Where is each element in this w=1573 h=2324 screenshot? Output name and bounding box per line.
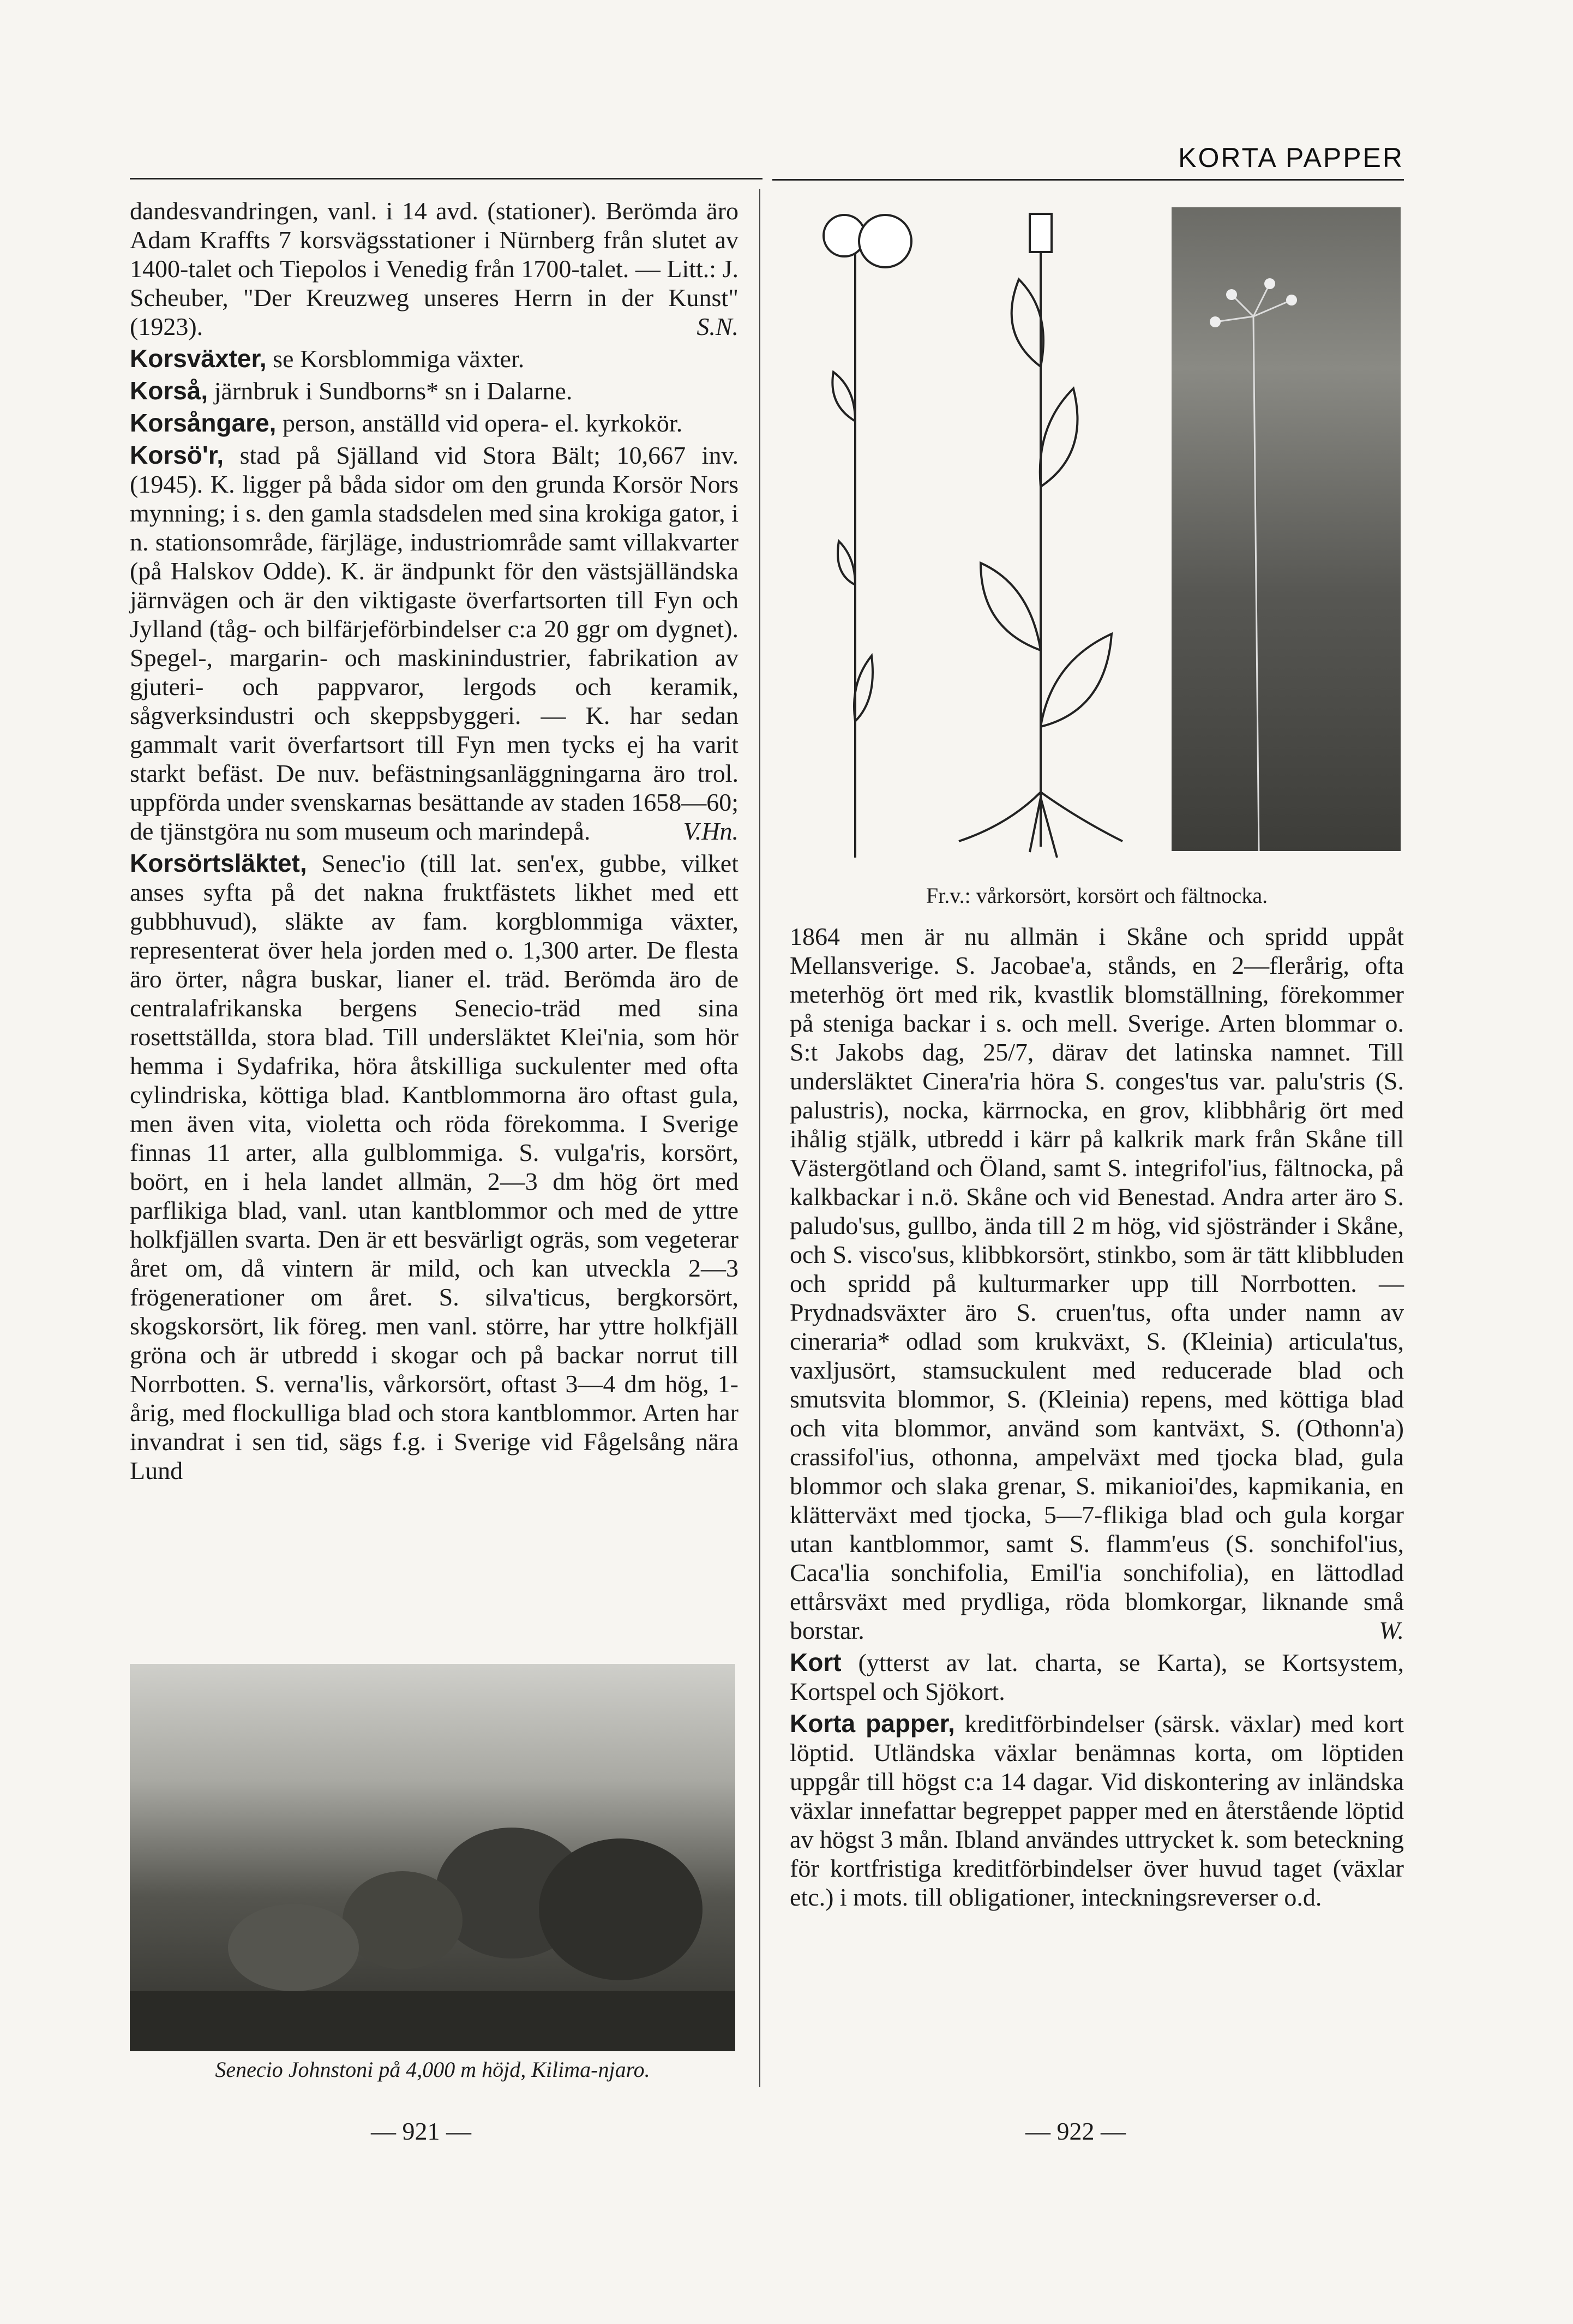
top-rule xyxy=(130,178,763,179)
plants-caption: Fr.v.: vårkorsört, korsört och fältnocka. xyxy=(926,883,1268,908)
column-divider xyxy=(759,189,760,2087)
page-number-right: — 922 — xyxy=(1025,2117,1126,2145)
senecio-photo xyxy=(130,1664,735,2051)
entry-korsvaxter: Korsväxter, se Korsblommiga växter. xyxy=(130,344,525,373)
entry-continuation: 1864 men är nu allmän i Skåne och spridd uppåt Mellansverige. S. Jacobae'a, stånds, en 2—flerårig, ofta meterhög ört med rik, kvastlik blomställning, förekommer på steniga backar i s. och mell. Sverige. Arten blommar o. S:t Jakobs dag, 25/7, därav det latinska namnet. Till undersläktet Cinera'ria höra S. conges'tus var. palu'stris (S. palustris), nocka, kärrnocka, en grov, klibbhårig ört med ihålig stjälk, utbredd i kärr på kalkrik mark från Skåne till Västergötland och Öland, samt S. integrifol'ius, fältnocka, på kalkbackar i n.ö. Skåne och vid Benestad. Andra arter äro S. paludo'sus, gullbo, ända till 2 m hög, vid sjöstränder i Skåne, och S. visco'sus, klibbkorsört, stinkbo, som är tätt klibbluden och spridd på kulturmarker upp till Norrbotten. — Prydnadsväxter äro S. cruen'tus, ofta under namn av cineraria* odlad som krukväxt, S. (Kleinia) articula'tus, vaxljusört, stamsuckulent med reducerade blad och smutsvita blommor, S. (Kleinia) repens, med köttiga blad och vita blommor, använd som kantväxt, S. (Othonn'a) crassifol'ius, othonna, ampelväxt med tjocka blad, gula blommor och slaka grenar, S. mikanioi'des, kapmikania, en klätterväxt med tjocka, 5—7-flikiga blad och gula korgar utan kantblommor, samt S. flamm'eus (S. sonchifol'ius, Caca'lia sonchifolia, Emil'ia sonchifolia), en lättodlad ettårsväxt med prydliga, röda blomkorgar, liknande små borstar. W. xyxy=(790,923,1404,1644)
plant-drawings xyxy=(790,203,1172,863)
senecio-caption: Senecio Johnstoni på 4,000 m höjd, Kilima-njaro. xyxy=(215,2057,650,2082)
entry-head: Korsväxter, xyxy=(130,344,267,373)
signature: S.N. xyxy=(697,313,739,340)
entry-kort: Kort (ytterst av lat. charta, se Karta), se Kortsystem, Kortspel och Sjökort. xyxy=(790,1648,1404,1705)
entry-head: Korsörtsläktet, xyxy=(130,849,307,877)
field-photo xyxy=(1172,207,1401,851)
left-column xyxy=(130,196,739,1488)
entry-head: Korså, xyxy=(130,376,208,405)
field-photo-drawing xyxy=(1172,207,1401,851)
running-title: KORTA PAPPER xyxy=(1178,142,1404,173)
entry-korsor: Korsö'r, stad på Själland vid Stora Bält; 10,667 inv. (1945). K. ligger på båda sidor om den grunda Korsör Nors mynning; i s. den gamla stadsdelen med sina krokiga gator, i n. stationsområde, färjläge, industriområde samt villakvarter (på Halskov Odde). K. är ändpunkt för den västsjälländska järnvägen och är den viktigaste överfartsorten till Fyn och Jylland (tåg- och bilfärjeförbindelser c:a 20 ggr om dygnet). Spegel-, margarin- och maskinindustrier, fabrikation av gjuteri- och pappvaror, lergods och keramik, sågverksindustri och skeppsbyggeri. — K. har sedan gammalt varit överfartsort till Fyn men tycks ej ha varit starkt befäst. De nuv. befästningsanläggningarna äro trol. uppförda under svenskarnas besättande av staden 1658—60; de tjänstgöra nu som museum och marindepå. V.Hn. xyxy=(130,441,739,845)
entry-dandesvandringen: dandesvandringen, vanl. i 14 avd. (stationer). Berömda äro Adam Kraffts 7 korsvägsstationer i Nürnberg från slutet av 1400-talet och Tiepolos i Venedig från 1700-talet. — Litt.: J. Scheuber, "Der Kreuzweg unseres Herrn in der Kunst" (1923). S.N. xyxy=(130,197,739,340)
senecio-photo-drawing xyxy=(130,1664,735,2051)
right-column xyxy=(790,922,1404,1915)
page-number-left: — 921 — xyxy=(371,2117,471,2145)
entry-korsa: Korså, järnbruk i Sundborns* sn i Dalarne. xyxy=(130,376,573,405)
running-header xyxy=(772,136,1404,181)
entry-korsortslaktet: Korsörtsläktet, Senec'io (till lat. sen'ex, gubbe, vilket anses syfta på det nakna fruktfästets likhet med ett gubbhuvud), släkte av fam. korgblommiga växter, representerat över hela jorden med o. 1,300 arter. De flesta äro örter, några buskar, lianer el. träd. Berömda äro de centralafrikanska bergens Senecio-träd med sina rosettställda, stora blad. Till undersläktet Klei'nia, som hör hemma i Sydafrika, höra åtskilliga suckulenter med ofta cylindriska, köttiga blad. Kantblommorna äro oftast gula, men även vita, violetta och röda förekomma. I Sverige finnas 11 arter, alla gulblommiga. S. vulga'ris, korsört, boört, en i hela landet allmän, 2—3 dm hög ört med parflikiga blad, vanl. utan kantblommor och med de yttre holkfjällen svarta. Den är ett besvärligt ogräs, som vegeterar året om, då vintern är mild, och kan utveckla 2—3 frögenerationer om året. S. silva'ticus, bergkorsört, skogskorsört, lik föreg. men vanl. större, har yttre holkfjäll gröna och är utbredd i skogar och på backar norrut till Norrbotten. S. verna'lis, vårkorsört, oftast 3—4 dm hög, 1-årig, med flockulliga blad och stora kantblommor. Arten har invandrat i sen tid, sägs f.g. i Sverige vid Fågelsång nära Lund xyxy=(130,849,739,1484)
entry-head: Kort xyxy=(790,1648,842,1676)
entry-head: Korsö'r, xyxy=(130,441,224,469)
entry-head: Korsångare, xyxy=(130,409,277,437)
entry-korsangare: Korsångare, person, anställd vid opera- el. kyrkokör. xyxy=(130,409,683,437)
entry-head: Korta papper, xyxy=(790,1709,955,1738)
signature: V.Hn. xyxy=(683,817,739,845)
signature: W. xyxy=(1379,1616,1404,1644)
entry-korta-papper: Korta papper, kreditförbindelser (särsk. växlar) med kort löptid. Utländska växlar benämnas korta, om löptiden uppgår till högst c:a 14 dagar. Vid diskontering av inländska växlar innefattar begreppet papper med en återstående löptid av högst 3 mån. Ibland användes uttrycket k. som beteckning för kortfristiga kreditförbindelser över huvud taget (växlar etc.) i mots. till obligationer, inteckningsreverser o.d. xyxy=(790,1709,1404,1911)
